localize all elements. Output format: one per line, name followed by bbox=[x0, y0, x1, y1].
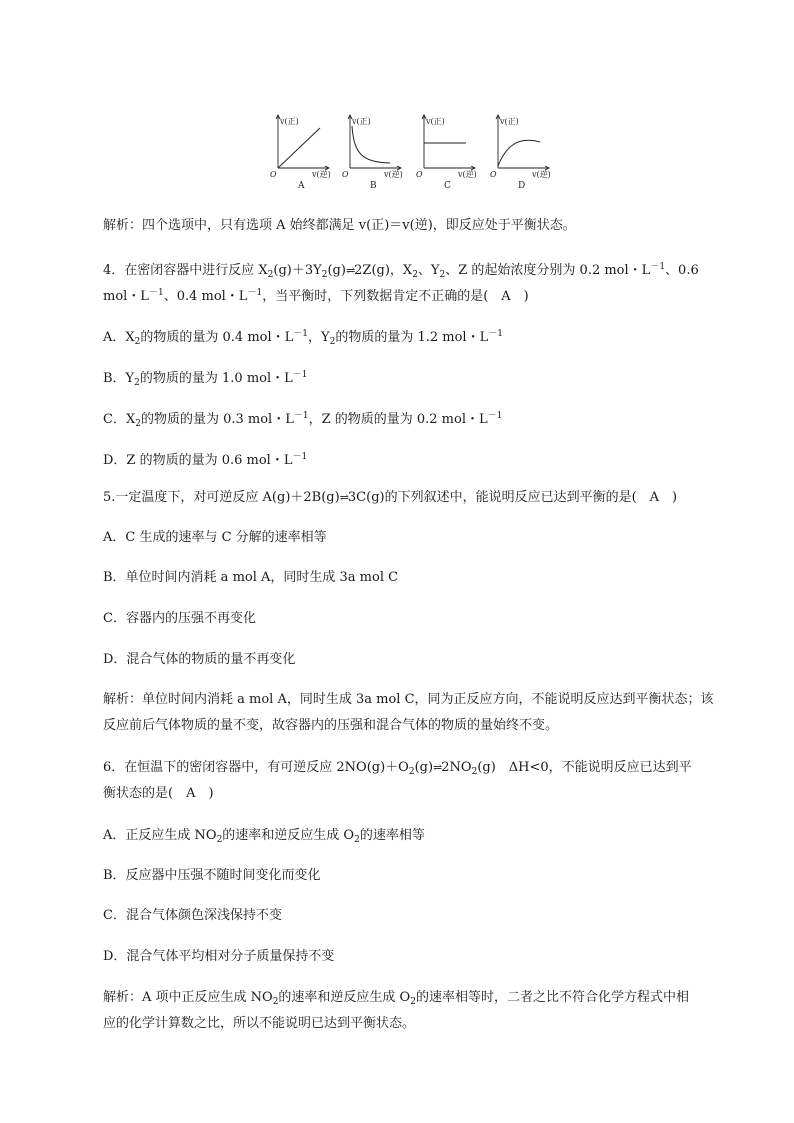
graph-a-label: A bbox=[298, 181, 305, 190]
q6-analysis-line2: 应的化学计算数之比，所以不能说明已达到平衡状态。 bbox=[103, 1016, 416, 1031]
graph-b-label: B bbox=[370, 181, 377, 190]
graph-d-curve bbox=[498, 140, 540, 166]
graph-y-label: v(正) bbox=[500, 117, 519, 126]
q5-option-a: A．C 生成的速率与 C 分解的速率相等 bbox=[103, 530, 327, 545]
q5-analysis-line1: 解析：单位时间内消耗 a mol A，同时生成 3a mol C，同为正反应方向，不能说明反应达到平衡状态；该 bbox=[103, 692, 714, 707]
graph-b-curve bbox=[352, 126, 390, 163]
graph-origin: O bbox=[416, 170, 423, 179]
graph-origin: O bbox=[270, 170, 277, 179]
q4-option-c: C．$X_2$的物质的量为 0.3 mol・$L^{-1}$，Z 的物质的量为 0.2 mol・$L^{-1}$ bbox=[103, 411, 503, 429]
rate-graphs bbox=[250, 110, 570, 190]
q4-stem-line1: 4．在密闭容器中进行反应 $X_2(g)+3Y_2(g)\rightleftharpoons 2Z(g)$，$X_2$、$Y_2$、Z 的起始浓度分别为 0.2 mol・$L^{-1}$、0.6 bbox=[103, 262, 699, 280]
graph-b bbox=[342, 110, 420, 190]
q5-stem: 5.一定温度下，对可逆反应 A(g)＋2B(g)⇌3C(g)的下列叙述中，能说明反应已达到平衡的是( A ) bbox=[103, 490, 678, 505]
q5-analysis-line2: 反应前后气体物质的量不变，故容器内的压强和混合气体的物质的量始终不变。 bbox=[103, 718, 559, 733]
graph-y-label: v(正) bbox=[280, 117, 299, 126]
graph-c bbox=[416, 110, 494, 190]
q5-option-b: B．单位时间内消耗 a mol A，同时生成 3a mol C bbox=[103, 570, 399, 585]
graph-y-label: v(正) bbox=[352, 117, 371, 126]
equilibrium-arrow-icon: ⇌ bbox=[433, 761, 442, 774]
graph-a-curve bbox=[278, 128, 320, 168]
q4-option-d: D．Z 的物质的量为 0.6 mol・$L^{-1}$ bbox=[103, 452, 308, 468]
q4-option-a: A．$X_2$的物质的量为 0.4 mol・$L^{-1}$，$Y_2$的物质的量为 1.2 mol・$L^{-1}$ bbox=[103, 329, 503, 347]
graph-x-label: v(逆) bbox=[458, 170, 477, 179]
graph-a bbox=[270, 110, 348, 190]
q6-stem-line2: 衡状态的是( A ) bbox=[103, 786, 214, 801]
q5-option-c: C．容器内的压强不再变化 bbox=[103, 611, 256, 626]
equilibrium-arrow-icon: ⇌ bbox=[339, 491, 348, 504]
q6-analysis-line1: 解析：A 项中正反应生成 $NO_2$的速率和逆反应生成 $O_2$的速率相等时，二者之比不符合化学方程式中相 bbox=[103, 990, 689, 1007]
q4-stem-line2: mol・$L^{-1}$、0.4 mol・$L^{-1}$，当平衡时，下列数据肯定不正确的是( A ) bbox=[103, 288, 529, 304]
q6-option-b: B．反应器中压强不随时间变化而变化 bbox=[103, 868, 321, 883]
q5-option-d: D．混合气体的物质的量不再变化 bbox=[103, 652, 296, 667]
graph-x-label: v(逆) bbox=[532, 170, 551, 179]
graph-origin: O bbox=[490, 170, 497, 179]
q6-option-d: D．混合气体平均相对分子质量保持不变 bbox=[103, 949, 335, 964]
graph-x-label: v(逆) bbox=[312, 170, 331, 179]
graph-x-label: v(逆) bbox=[384, 170, 403, 179]
q4-option-b: B．$Y_2$的物质的量为 1.0 mol・$L^{-1}$ bbox=[103, 370, 308, 388]
equilibrium-arrow-icon: ⇌ bbox=[345, 264, 355, 277]
analysis-graphs: 解析：四个选项中，只有选项 A 始终都满足 v(正)＝v(逆)，即反应处于平衡状态。 bbox=[103, 218, 576, 233]
q6-option-c: C．混合气体颜色深浅保持不变 bbox=[103, 908, 282, 923]
graph-d bbox=[490, 110, 568, 190]
q6-stem-line1: 6．在恒温下的密闭容器中，有可逆反应 $2NO(g)+O_2(g)\rightleftharpoons 2NO_2(g)$ ΔH<0，不能说明反应已达到平 bbox=[103, 760, 692, 777]
graph-d-label: D bbox=[518, 181, 526, 190]
graph-y-label: v(正) bbox=[426, 117, 445, 126]
graph-c-label: C bbox=[444, 181, 451, 190]
graph-origin: O bbox=[342, 170, 349, 179]
q6-option-a: A．正反应生成 $NO_2$的速率和逆反应生成 $O_2$的速率相等 bbox=[103, 828, 425, 845]
